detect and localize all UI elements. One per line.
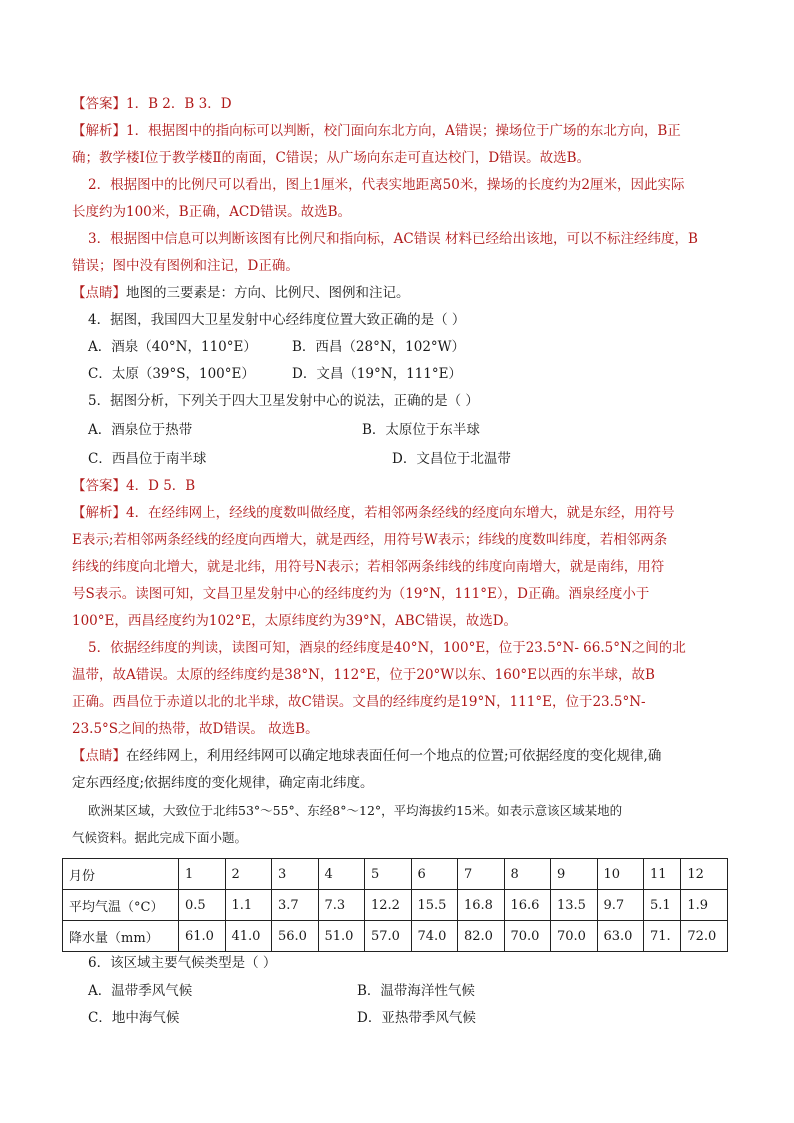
table-cell: 11 [644, 859, 681, 890]
question-5-option-a: A．酒泉位于热带 [88, 422, 193, 438]
table-cell: 10 [597, 859, 644, 890]
table-cell: 16.8 [458, 890, 505, 921]
answer-tag-2: 【答案】 [72, 478, 126, 494]
question-6-option-a: A．温带季风气候 [88, 983, 193, 999]
table-cell: 2 [225, 859, 272, 890]
table-cell: 5.1 [644, 890, 681, 921]
table-cell: 51.0 [318, 921, 365, 952]
analysis-2-line-9: 23.5°S之间的热带，故D错误。 故选B。 [72, 721, 319, 737]
table-cell: 41.0 [225, 921, 272, 952]
table-cell: 5 [365, 859, 412, 890]
row-label: 降水量（mm） [63, 921, 179, 952]
question-5-stem: 5．据图分析，下列关于四大卫星发射中心的说法，正确的是（ ） [88, 393, 479, 409]
table-cell: 1.1 [225, 890, 272, 921]
table-cell: 70.0 [504, 921, 551, 952]
table-cell: 74.0 [411, 921, 458, 952]
row-label: 月份 [63, 859, 179, 890]
analysis-2-line-6: 5．依据经纬度的判读，读图可知，酒泉的经纬度是40°N，100°E，位于23.5°N- 66.5°N之间的北 [88, 640, 686, 656]
table-cell: 8 [504, 859, 551, 890]
tip-2-line-2: 定东西经度;依据纬度的变化规律，确定南北纬度。 [72, 775, 374, 791]
question-4-option-c: C．太原（39°S，100°E） [88, 366, 255, 382]
material-line-1: 欧洲某区域，大致位于北纬53°～55°、东经8°～12°，平均海拔约15米。如表示意该区域某地的 [88, 803, 623, 818]
question-4-option-b: B．西昌（28°N，102°W） [292, 339, 466, 355]
table-cell: 61.0 [179, 921, 226, 952]
table-cell: 16.6 [504, 890, 551, 921]
question-6-option-b: B．温带海洋性气候 [357, 983, 475, 999]
analysis-1-line-6: 错误；图中没有图例和注记，D正确。 [72, 258, 299, 274]
table-cell: 1 [179, 859, 226, 890]
climate-table [62, 858, 728, 952]
answer-4-5: 【答案】4．D 5．B [72, 478, 196, 494]
analysis-1-line-5: 3．根据图中信息可以判断该图有比例尺和指向标，AC错误 材料已经给出该地，可以不标注经纬度，B [88, 231, 698, 247]
question-6-option-c: C．地中海气候 [88, 1010, 180, 1026]
table-cell: 4 [318, 859, 365, 890]
table-cell: 70.0 [551, 921, 598, 952]
table-cell: 9.7 [597, 890, 644, 921]
table-cell: 63.0 [597, 921, 644, 952]
question-6-stem: 6．该区域主要气候类型是（ ） [88, 955, 277, 971]
analysis-1-line-1: 【解析】1．根据图中的指向标可以判断，校门面向东北方向，A错误；操场位于广场的东北方向，B正 [72, 123, 681, 139]
analysis-2-line-7: 温带，故A错误。太原的经纬度约是38°N，112°E，位于20°W以东、160°E以西的东半球，故B [72, 667, 655, 683]
table-cell: 12.2 [365, 890, 412, 921]
table-cell: 7 [458, 859, 505, 890]
answer-tag: 【答案】 [72, 96, 126, 112]
table-cell: 57.0 [365, 921, 412, 952]
tip-tag: 【点睛】 [72, 285, 126, 301]
question-5-option-b: B．太原位于东半球 [362, 422, 480, 438]
row-label: 平均气温（°C） [63, 890, 179, 921]
table-cell: 0.5 [179, 890, 226, 921]
question-4-stem: 4．据图，我国四大卫星发射中心经纬度位置大致正确的是（ ） [88, 312, 466, 328]
table-cell: 71. [644, 921, 681, 952]
table-cell: 13.5 [551, 890, 598, 921]
tip-2-line-1: 【点睛】在经纬网上，利用经纬网可以确定地球表面任何一个地点的位置;可依据经度的变化规律,确 [72, 748, 662, 764]
tip-1: 【点睛】地图的三要素是：方向、比例尺、图例和注记。 [72, 285, 410, 301]
analysis-2-line-5: 100°E，西昌经度约为102°E，太原纬度约为39°N，ABC错误，故选D。 [72, 613, 518, 629]
question-4-option-a: A．酒泉（40°N，110°E） [88, 339, 257, 355]
analysis-1-line-2: 确；教学楼Ⅰ位于教学楼Ⅱ的南面，C错误；从广场向东走可直达校门，D错误。故选B。 [72, 150, 591, 166]
answer-1-3: 【答案】1．B 2．B 3．D [72, 96, 232, 112]
table-row-precipitation [63, 921, 728, 952]
analysis-tag-2: 【解析】 [72, 505, 126, 521]
analysis-2-line-3: 纬线的纬度向北增大，就是北纬，用符号N表示；若相邻两条纬线的纬度向南增大，就是南纬，用符 [72, 559, 665, 575]
table-cell: 6 [411, 859, 458, 890]
table-cell: 12 [681, 859, 728, 890]
table-cell: 1.9 [681, 890, 728, 921]
question-5-option-c: C．西昌位于南半球 [88, 451, 207, 467]
analysis-1-line-3: 2．根据图中的比例尺可以看出，图上1厘米，代表实地距离50米，操场的长度约为2厘米，因此实际 [88, 177, 685, 193]
table-cell: 15.5 [411, 890, 458, 921]
analysis-tag: 【解析】 [72, 123, 126, 139]
analysis-2-line-2: E表示;若相邻两条经线的经度向西增大，就是西经，用符号W表示；纬线的度数叫纬度，若相邻两条 [72, 532, 668, 548]
material-line-2: 气候资料。据此完成下面小题。 [72, 830, 248, 845]
analysis-1-line-4: 长度约为100米，B正确，ACD错误。故选B。 [72, 204, 352, 220]
question-6-option-d: D．亚热带季风气候 [357, 1010, 476, 1026]
analysis-2-line-8: 正确。西昌位于赤道以北的北半球，故C错误。文昌的经纬度约是19°N，111°E，位于23.5°N- [72, 694, 646, 710]
table-cell: 7.3 [318, 890, 365, 921]
analysis-2-line-1: 【解析】4．在经纬网上，经线的度数叫做经度，若相邻两条经线的经度向东增大，就是东经，用符号 [72, 505, 675, 521]
table-cell: 3.7 [272, 890, 319, 921]
tip-tag-2: 【点睛】 [72, 748, 126, 764]
table-cell: 72.0 [681, 921, 728, 952]
table-cell: 3 [272, 859, 319, 890]
table-cell: 82.0 [458, 921, 505, 952]
question-5-option-d: D．文昌位于北温带 [392, 451, 511, 467]
analysis-2-line-4: 号S表示。读图可知，文昌卫星发射中心的经纬度约为（19°N，111°E），D正确。酒泉经度小于 [72, 586, 650, 602]
table-cell: 9 [551, 859, 598, 890]
question-4-option-d: D．文昌（19°N，111°E） [292, 366, 462, 382]
table-cell: 56.0 [272, 921, 319, 952]
table-row-temperature [63, 890, 728, 921]
table-row-month [63, 859, 728, 890]
